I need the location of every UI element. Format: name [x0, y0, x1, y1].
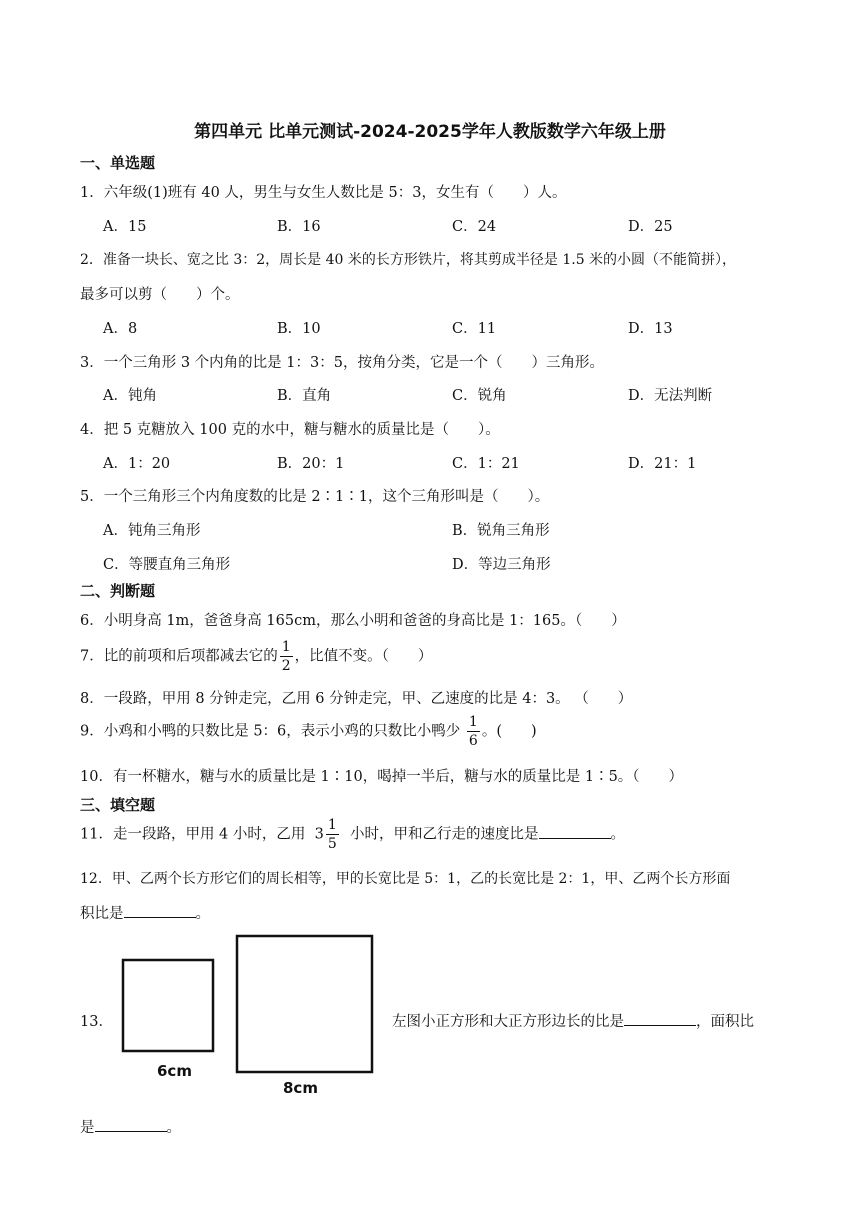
question-6-text: 6．小明身高 1m，爸爸身高 165cm，那么小明和爸爸的身高比是 1：165。（ ） — [80, 613, 626, 629]
question-2-line-2: 最多可以剪（ ）个。 — [80, 287, 240, 303]
q5-option-a[interactable]: A．钝角三角形 — [103, 523, 201, 539]
section-heading-true-false: 二、判断题 — [80, 582, 156, 600]
fraction-one-sixth: $\frac{1}{6}$ — [468, 714, 478, 749]
q4-option-d[interactable]: D．21：1 — [628, 456, 697, 472]
q1-option-b[interactable]: B．16 — [277, 219, 321, 235]
question-12-line-2: 积比是 。 — [80, 902, 210, 923]
question-8-text: 8．一段路，甲用 8 分钟走完，乙用 6 分钟走完，甲、乙速度的比是 4：3。 （ ） — [80, 691, 633, 707]
q5-option-d[interactable]: D．等边三角形 — [452, 557, 551, 573]
question-9-post: 。( ) — [481, 723, 537, 740]
q3-option-d[interactable]: D．无法判断 — [628, 388, 713, 404]
answer-blank-q13-area-ratio[interactable] — [95, 1117, 167, 1132]
question-10-text: 10．有一杯糖水，糖与水的质量比是 1∶10，喝掉一半后，糖与水的质量比是 1∶5。（ ） — [80, 769, 684, 785]
answer-blank-q12[interactable] — [124, 903, 196, 918]
question-3-text: 3．一个三角形 3 个内角的比是 1：3：5，按角分类，它是一个（ ）三角形。 — [80, 355, 604, 371]
q3-option-a[interactable]: A．钝角 — [103, 388, 157, 404]
q2-option-a[interactable]: A．8 — [103, 321, 138, 337]
squares-figure — [115, 930, 385, 1100]
fraction-one-half: $\frac{1}{2}$ — [281, 639, 291, 674]
large-square — [237, 936, 372, 1072]
question-13-text: 左图小正方形和大正方形边长的比是 ，面积比 — [392, 1010, 754, 1031]
answer-blank-q13-side-ratio[interactable] — [624, 1011, 696, 1026]
q1-option-c[interactable]: C．24 — [452, 219, 497, 235]
q3-option-b[interactable]: B．直角 — [277, 388, 332, 404]
q3-option-c[interactable]: C．锐角 — [452, 388, 507, 404]
question-11-pre: 11．走一段路，甲用 4 小时，乙用 — [80, 826, 306, 843]
q5-option-b[interactable]: B．锐角三角形 — [452, 523, 550, 539]
question-13-number: 13． — [80, 1014, 113, 1030]
section-heading-single-choice: 一、单选题 — [80, 154, 156, 172]
large-square-label: 8cm — [283, 1079, 318, 1097]
document-title: 第四单元 比单元测试-2024-2025学年人教版数学六年级上册 — [194, 122, 666, 142]
question-4-text: 4．把 5 克糖放入 100 克的水中，糖与糖水的质量比是（ ）。 — [80, 422, 500, 438]
section-heading-fill-in: 三、填空题 — [80, 796, 156, 814]
q4-option-b[interactable]: B．20：1 — [277, 456, 345, 472]
q2-option-b[interactable]: B．10 — [277, 321, 321, 337]
q2-option-d[interactable]: D．13 — [628, 321, 673, 337]
question-9-pre: 9．小鸡和小鸭的只数比是 5：6，表示小鸡的只数比小鸭少 — [80, 723, 461, 740]
answer-blank-q11[interactable] — [539, 824, 611, 839]
question-13-line-2: 是 。 — [80, 1116, 181, 1137]
q2-option-c[interactable]: C．11 — [452, 321, 497, 337]
question-7-pre: 7．比的前项和后项都减去它的 — [80, 648, 278, 665]
question-11-post: 小时，甲和乙行走的速度比是 — [350, 826, 539, 843]
question-11: 11．走一段路，甲用 4 小时，乙用 3 $\frac{1}{5}$ 小时，甲和乙行走的速度比是 。 — [80, 817, 625, 852]
q1-option-a[interactable]: A．15 — [103, 219, 147, 235]
small-square-label: 6cm — [157, 1062, 192, 1080]
question-7-post: ，比值不变。（ ） — [294, 648, 433, 665]
question-7 — [80, 640, 432, 673]
q1-option-d[interactable]: D．25 — [628, 219, 673, 235]
q4-option-a[interactable]: A．1：20 — [103, 456, 171, 472]
question-1-text: 1．六年级(1)班有 40 人，男生与女生人数比是 5：3，女生有（ ）人。 — [80, 185, 567, 201]
question-12-line-1: 12．甲、乙两个长方形它们的周长相等，甲的长宽比是 5：1，乙的长宽比是 2：1，甲、乙两个长方形面 — [80, 871, 731, 887]
mixed-number-three-and-one-fifth: 3 $\frac{1}{5}$ — [314, 817, 337, 852]
question-2-line-1: 2．准备一块长、宽之比 3：2，周长是 40 米的长方形铁片，将其剪成半径是 1.5 米的小圆（不能简拼）， — [80, 252, 737, 268]
q5-option-c[interactable]: C．等腰直角三角形 — [103, 557, 231, 573]
q4-option-c[interactable]: C．1：21 — [452, 456, 520, 472]
question-9 — [80, 715, 537, 748]
small-square — [123, 960, 213, 1051]
question-5-text: 5．一个三角形三个内角度数的比是 2∶1∶1，这个三角形叫是（ ）。 — [80, 489, 550, 505]
